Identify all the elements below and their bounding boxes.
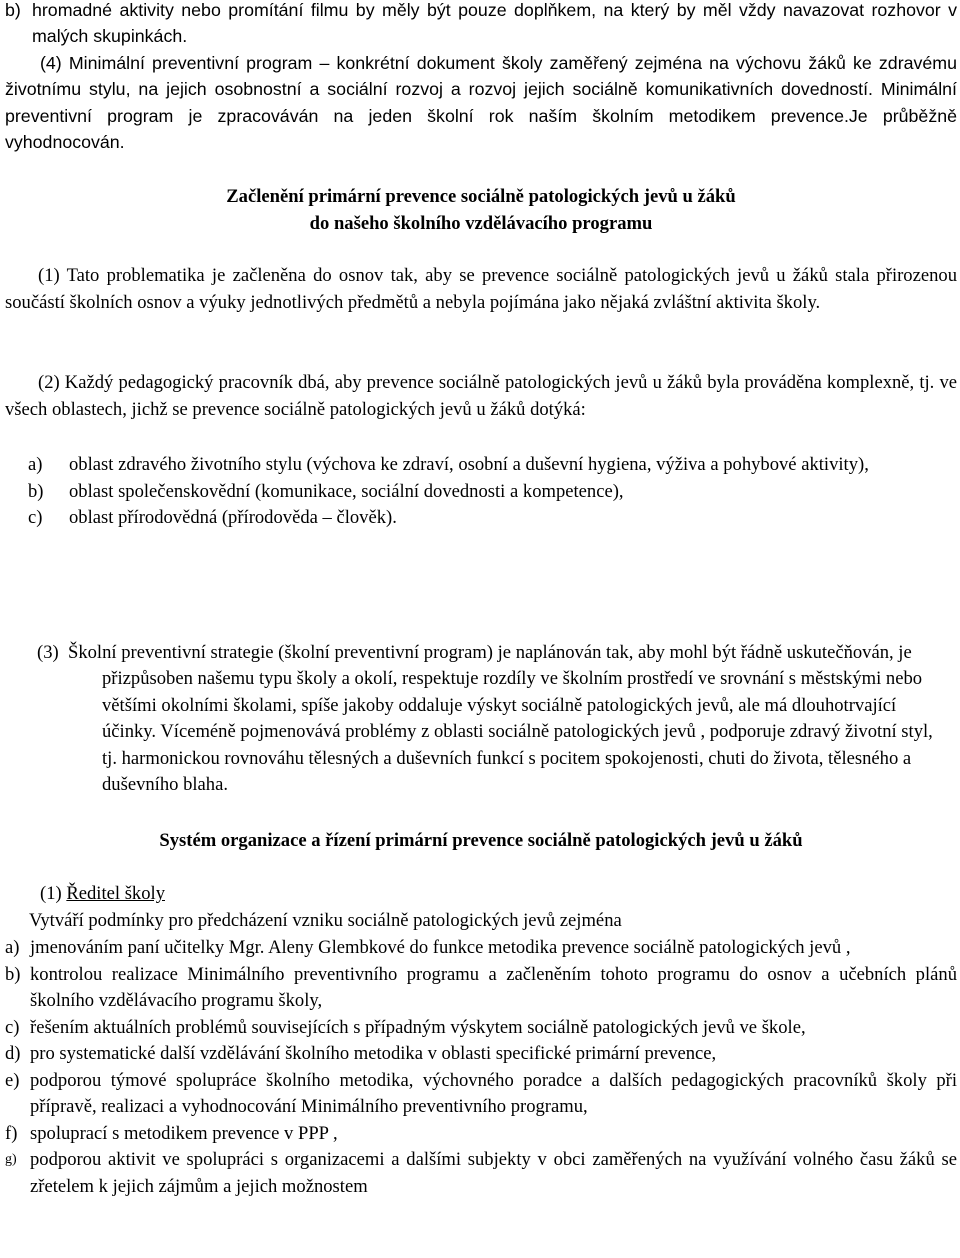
list-text: kontrolou realizace Minimálního preventivního programu a začleněním tohoto programu do osnov a učebních plánů školního vzdělávacího programu školy,: [30, 963, 957, 1011]
section-2-heading-text: Systém organizace a řízení primární prevence sociálně patologických jevů u žáků: [159, 830, 803, 851]
heading-line-1: Začlenění primární prevence sociálně patologických jevů u žáků: [226, 186, 736, 207]
list-item: [28, 479, 958, 506]
list-text: podporou aktivit ve spolupráci s organizacemi a dalšími subjekty v obci zaměřených na využívání volného času žáků se zřetelem k jejich zájmům a jejich možnostem: [30, 1149, 957, 1197]
list-item: [5, 962, 957, 1015]
list-item: [5, 1068, 957, 1121]
section-2-heading: [5, 828, 957, 855]
list-label: a): [28, 454, 43, 475]
paragraph-3: [37, 640, 937, 799]
list-text: podporou týmové spolupráce školního metodika, výchovného poradce a dalších pedagogických pracovníků školy při přípravě, realizaci a vyhodnocování Minimálního preventivního programu,: [30, 1069, 957, 1117]
paragraph-1: [5, 263, 957, 316]
list-text: oblast společenskovědní (komunikace, sociální dovednosti a kompetence),: [69, 480, 624, 502]
list-item: [5, 1015, 957, 1042]
director-intro-text: Vytváří podmínky pro předcházení vzniku sociálně patologických jevů zejména: [29, 910, 622, 931]
paragraph-1-text: (1) Tato problematika je začleněna do osnov tak, aby se prevence sociálně patologických jevů u žáků stala přirozenou součástí školních osnov a výuky jednotlivých předmětů a nebyla pojímána jako nějaká zvláštní aktivita školy.: [5, 265, 957, 313]
list-label: a): [5, 937, 20, 958]
section-heading: [5, 184, 957, 237]
list-text: pro systematické další vzdělávání školního metodika v oblasti specifické primární prevence,: [30, 1043, 717, 1064]
list-label: b): [28, 480, 44, 502]
list-text: spoluprací s metodikem prevence v PPP ,: [30, 1122, 338, 1144]
list-label: c): [5, 1016, 20, 1038]
list-item: [5, 1121, 957, 1148]
director-list: [5, 935, 957, 1200]
list-item-b-top: [5, 0, 957, 50]
director-intro: [29, 908, 960, 935]
list-text: oblast zdravého životního stylu (výchova ke zdraví, osobní a duševní hygiena, výživa a pohybové aktivity),: [69, 454, 869, 475]
paragraph-3-label: (3): [37, 641, 59, 663]
list-text: řešením aktuálních problémů souvisejících s případným výskytem sociálně patologických jevů ve škole,: [30, 1016, 806, 1038]
paragraph-2-text: (2) Každý pedagogický pracovník dbá, aby prevence sociálně patologických jevů u žáků byla prováděna komplexně, tj. ve všech oblastech, jichž se prevence sociálně patologických jevů u žáků dotýká:: [5, 372, 957, 420]
paragraph-4: [5, 50, 957, 155]
list-label: b): [5, 963, 21, 985]
subsection-title: Ředitel školy: [66, 883, 165, 904]
list-item: [28, 505, 958, 532]
subsection-director: [40, 881, 960, 908]
paragraph-3-text: Školní preventivní strategie (školní preventivní program) je naplánován tak, aby mohl být řádně uskutečňován, je přizpůsoben našemu typu školy a okolí, respektuje rozdíly ve školním prostředí ve srovnání s městskými nebo většími okolními školami, spíše jakoby oddaluje výskyt sociálně patologických jevů, ale má dlouhotrvající účinky. Víceméně pojmenovává problémy z oblasti sociálně patologických jevů , podporuje zdravý životní styl, tj. harmonickou rovnováhu tělesných a duševních funkcí s pocitem spokojenosti, chuti do života, tělesného a duševního blaha.: [68, 641, 933, 796]
subsection-number: (1): [40, 883, 62, 904]
list-text: jmenováním paní učitelky Mgr. Aleny Glembkové do funkce metodika prevence sociálně patologických jevů ,: [30, 937, 851, 958]
list-label: b): [5, 0, 21, 20]
list-text: hromadné aktivity nebo promítání filmu by měly být pouze doplňkem, na který by měl vždy navazovat rozhovor v malých skupinkách.: [32, 0, 957, 47]
areas-list: [28, 452, 958, 532]
heading-line-2: do našeho školního vzdělávacího programu: [309, 212, 653, 234]
list-label: e): [5, 1069, 20, 1091]
list-item: [28, 452, 958, 479]
list-text: oblast přírodovědná (přírodověda – člověk).: [69, 507, 397, 528]
list-label: c): [28, 507, 43, 528]
list-label: f): [5, 1122, 18, 1144]
list-label: d): [5, 1043, 21, 1064]
paragraph-4-text: (4) Minimální preventivní program – konkrétní dokument školy zaměřený zejména na výchovu žáků ke zdravému životnímu stylu, na jejich osobnostní a sociální rozvoj a rozvoj jejich sociálně komunikativních dovedností.: [5, 53, 957, 100]
paragraph-4-tail: Minimální preventivní program je zpracováván na jeden školní rok naším školním metodikem prevence.Je průběžně vyhodnocován.: [5, 79, 957, 152]
paragraph-2: [5, 370, 957, 423]
list-item: [5, 935, 957, 962]
list-label: g): [5, 1152, 17, 1167]
list-item: [5, 1041, 957, 1068]
list-item: [5, 1147, 957, 1200]
